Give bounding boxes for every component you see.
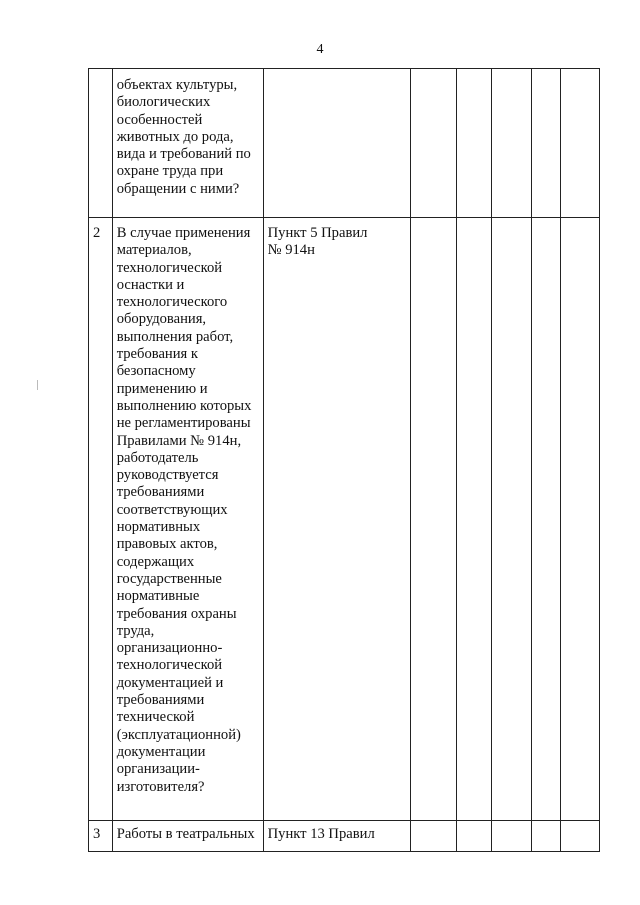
reference-cell xyxy=(263,69,411,218)
answer-cell xyxy=(411,69,456,218)
answer-cell xyxy=(456,218,492,821)
answer-cell xyxy=(492,218,532,821)
scan-artifact xyxy=(37,380,38,390)
answer-cell xyxy=(532,218,561,821)
checklist-table xyxy=(88,68,600,852)
answer-cell xyxy=(456,821,492,852)
row-number-cell: 3 xyxy=(89,821,113,852)
answer-cell xyxy=(411,218,456,821)
answer-cell xyxy=(532,821,561,852)
table-row xyxy=(89,218,600,821)
question-cell: Работы в театральных xyxy=(112,821,263,852)
notes-cell xyxy=(561,821,600,852)
page-number: 4 xyxy=(316,42,324,57)
row-number-cell: 2 xyxy=(89,218,113,821)
answer-cell xyxy=(532,69,561,218)
table-row xyxy=(89,821,600,852)
notes-cell xyxy=(561,218,600,821)
reference-cell: Пункт 13 Правил xyxy=(263,821,411,852)
reference-cell: Пункт 5 Правил № 914н xyxy=(263,218,411,821)
answer-cell xyxy=(492,69,532,218)
answer-cell xyxy=(411,821,456,852)
question-cell: В случае применения материалов, технологической оснастки и технологического оборудования, выполнения работ, требования к безопасному применению и выполнению которых не регламентированы Правилами № 914н, работодатель руководствуется требованиями соответствующих нормативных правовых актов, содержащих государственные нормативные требования охраны труда, организационно- технологической документацией и требованиями технической (эксплуатационной) документации организации- изготовителя? xyxy=(112,218,263,821)
answer-cell xyxy=(456,69,492,218)
table-row xyxy=(89,69,600,218)
notes-cell xyxy=(561,69,600,218)
row-number-cell xyxy=(89,69,113,218)
question-cell: объектах культуры, биологических особенностей животных до рода, вида и требований по охране труда при обращении с ними? xyxy=(112,69,263,218)
answer-cell xyxy=(492,821,532,852)
